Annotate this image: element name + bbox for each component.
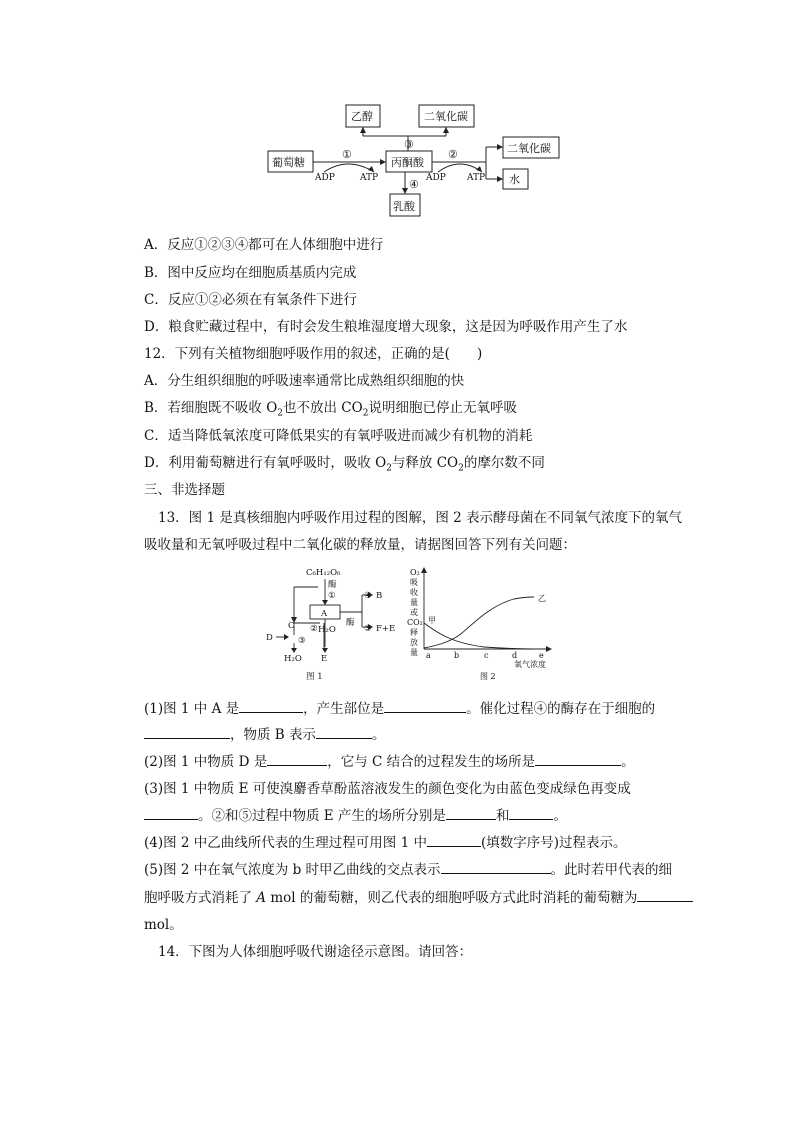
process-1-number: ①: [328, 591, 336, 601]
section-heading: 三、非选择题: [144, 482, 225, 498]
q12-option-b[interactable]: [144, 399, 517, 423]
q12-d-text-1: D．利用葡萄糖进行有氧呼吸时，吸收 O: [144, 455, 387, 471]
answer-blank-a[interactable]: [239, 700, 303, 713]
lactate-label: 乳酸: [393, 200, 415, 213]
respiration-pathway-figure: [262, 96, 562, 220]
q13-part3-line2: [144, 807, 567, 825]
q13-part5-line1: [144, 861, 672, 879]
q12-b-text-3: 说明细胞已停止无氧呼吸: [368, 400, 517, 416]
answer-blank-color[interactable]: [144, 807, 198, 820]
q12-d-text-2: 与释放 CO: [391, 455, 459, 471]
q12-stem: 12．下列有关植物细胞呼吸作用的叙述，正确的是( ): [144, 346, 483, 362]
q13-part4: [144, 834, 627, 852]
q13-p1-text-a: (1)图 1 中 A 是: [144, 701, 240, 717]
atp-label-1: ATP: [360, 173, 379, 183]
q13-p5-text-a: (5)图 2 中在氧气浓度为 b 时甲乙曲线的交点表示: [144, 862, 441, 878]
answer-blank-site-2[interactable]: [446, 807, 496, 820]
q12-d-sub-2: 2: [458, 463, 464, 474]
adp-label-2: ADP: [426, 173, 446, 183]
q13-p5-text-b: 。此时若甲代表的细: [550, 862, 673, 878]
x-tick-c: c: [484, 651, 489, 660]
q13-p2-text-b: ，它与 C 结合的过程发生的场所是: [327, 754, 536, 770]
q13-p1-text-d: ，物质 B 表示: [230, 727, 317, 743]
answer-blank-site[interactable]: [384, 700, 466, 713]
q13-p3-text-d: 。: [553, 808, 567, 824]
y-label-7: 释: [410, 628, 418, 637]
answer-blank-d[interactable]: [267, 753, 327, 766]
answer-blank-enzyme-site[interactable]: [144, 726, 230, 739]
q13-part2: [144, 753, 635, 771]
product-fe-label: F+E: [376, 624, 396, 634]
q12-b-sub-2: 2: [362, 408, 369, 419]
product-e-label: E: [321, 654, 328, 664]
curve-jia: [424, 623, 544, 649]
q13-p3-text-c: 和: [495, 808, 510, 824]
y-label-3: 收: [410, 588, 418, 597]
q12-b-sub-1: 2: [277, 408, 284, 419]
q13-part5-line2: [144, 889, 693, 907]
x-tick-a: a: [426, 651, 431, 660]
co2-top-label: 二氧化碳: [424, 110, 468, 123]
answer-blank-site-5[interactable]: [509, 807, 553, 820]
reaction-1-number: ①: [342, 148, 352, 161]
substance-d-label: D: [266, 633, 273, 643]
enzyme-label-2: 酶: [346, 618, 355, 628]
process-4-number: ④: [364, 591, 372, 601]
q11-option-a[interactable]: A．反应①②③④都可在人体细胞中进行: [144, 237, 384, 253]
y-label-2: 吸: [410, 578, 418, 587]
process-5-number: ⑤: [364, 624, 372, 634]
q12-d-sub-1: 2: [386, 463, 392, 474]
q13-p5-text-d: mol 的葡萄糖，则乙代表的细胞呼吸方式此时消耗的葡萄糖为: [266, 890, 638, 906]
q11-option-b[interactable]: B．图中反应均在细胞质基质内完成: [144, 265, 357, 281]
x-tick-b: b: [454, 651, 460, 660]
reaction-3-number: ③: [404, 138, 414, 151]
glucose-label: 葡萄糖: [272, 156, 305, 169]
q12-b-text-1: B．若细胞既不吸收 O: [144, 400, 278, 416]
x-tick-e: e: [539, 651, 544, 660]
q12-b-text-2: 也不放出 CO: [283, 400, 363, 416]
box-a-label: A: [321, 609, 328, 619]
glucose-formula: C₆H₁₂O₆: [306, 568, 341, 578]
q13-p1-text-e: 。: [372, 727, 386, 743]
answer-blank-glucose-amount[interactable]: [637, 889, 693, 902]
q13-p3-text-b: 。②和⑤过程中物质 E 产生的场所分别是: [198, 808, 446, 824]
reaction-4-number: ④: [409, 178, 419, 191]
q13-p4-text-a: (4)图 2 中乙曲线所代表的生理过程可用图 1 中: [144, 835, 427, 851]
q13-part1-line2: [144, 726, 386, 744]
variable-a: A: [256, 890, 267, 906]
water-label: 水: [509, 173, 520, 186]
atp-label-2: ATP: [467, 173, 486, 183]
q13-figure-1: [258, 565, 410, 685]
water-label-1: H₂O: [318, 625, 336, 635]
q11-option-c[interactable]: C．反应①②必须在有氧条件下进行: [144, 292, 357, 308]
figure-1-caption: 图 1: [306, 672, 323, 682]
answer-blank-intersection[interactable]: [441, 861, 551, 874]
water-label-2: H₂O: [284, 654, 302, 664]
y-label-4: 量: [410, 598, 418, 607]
product-b-label: B: [376, 591, 383, 601]
q14-stem: 14．下图为人体细胞呼吸代谢途径示意图。请回答：: [158, 944, 473, 960]
figure-2-caption: 图 2: [480, 672, 496, 681]
q13-p1-text-b: ，产生部位是: [303, 701, 385, 717]
answer-blank-b[interactable]: [316, 726, 372, 739]
curve-jia-label: 甲: [428, 616, 436, 625]
q12-d-text-3: 的摩尔数不同: [463, 455, 545, 471]
ethanol-label: 乙醇: [351, 110, 373, 123]
reaction-2-number: ②: [448, 148, 458, 161]
enzyme-label-1: 酶: [328, 580, 337, 590]
q13-stem-line2: 吸收量和无氧呼吸过程中二氧化碳的释放量，请据图回答下列有关问题：: [144, 537, 576, 553]
q12-option-d[interactable]: [144, 454, 545, 478]
y-label-9: 量: [410, 648, 418, 657]
y-label-8: 放: [410, 638, 418, 647]
q12-option-a[interactable]: A．分生组织细胞的呼吸速率通常比成熟组织细胞的快: [144, 373, 465, 389]
substance-c-label: C: [288, 621, 295, 631]
q13-p5-text-c: 胞呼吸方式消耗了: [144, 890, 252, 906]
y-label-6: CO₂: [407, 618, 423, 627]
q13-p2-text-c: 。: [621, 754, 635, 770]
x-tick-d: d: [512, 651, 518, 660]
process-2-number: ②: [310, 624, 318, 634]
adp-label-1: ADP: [315, 173, 335, 183]
y-label-5: 或: [410, 608, 418, 617]
q13-p2-text-a: (2)图 1 中物质 D 是: [144, 754, 268, 770]
q13-stem-line1: 13．图 1 是真核细胞内呼吸作用过程的图解，图 2 表示酵母菌在不同氧气浓度下的氧气: [158, 510, 683, 526]
process-3-number: ③: [298, 636, 306, 646]
q13-figure-2: [404, 565, 564, 685]
q13-p1-text-c: 。催化过程④的酶存在于细胞的: [466, 701, 656, 717]
q11-option-d[interactable]: D．粮食贮藏过程中，有时会发生粮堆湿度增大现象，这是因为呼吸作用产生了水: [144, 319, 628, 335]
x-axis-label: 氧气浓度: [514, 660, 546, 669]
answer-blank-cd-site[interactable]: [535, 753, 621, 766]
curve-yi-label: 乙: [538, 594, 546, 603]
q13-part1-line1: [144, 700, 655, 718]
curve-yi: [424, 597, 534, 648]
q13-part5-line3: mol。: [144, 917, 183, 933]
pyruvate-label: 丙酮酸: [391, 156, 424, 169]
y-label-1: O₂: [410, 568, 420, 577]
q12-option-c[interactable]: C．适当降低氧浓度可降低果实的有氧呼吸进而减少有机物的消耗: [144, 428, 533, 444]
answer-blank-process-numbers[interactable]: [427, 834, 481, 847]
q13-part3-line1: (3)图 1 中物质 E 可使溴麝香草酚蓝溶液发生的颜色变化为由蓝色变成绿色再变成: [144, 781, 631, 797]
co2-right-label: 二氧化碳: [507, 142, 551, 155]
q13-p4-text-b: (填数字序号)过程表示。: [480, 835, 627, 851]
